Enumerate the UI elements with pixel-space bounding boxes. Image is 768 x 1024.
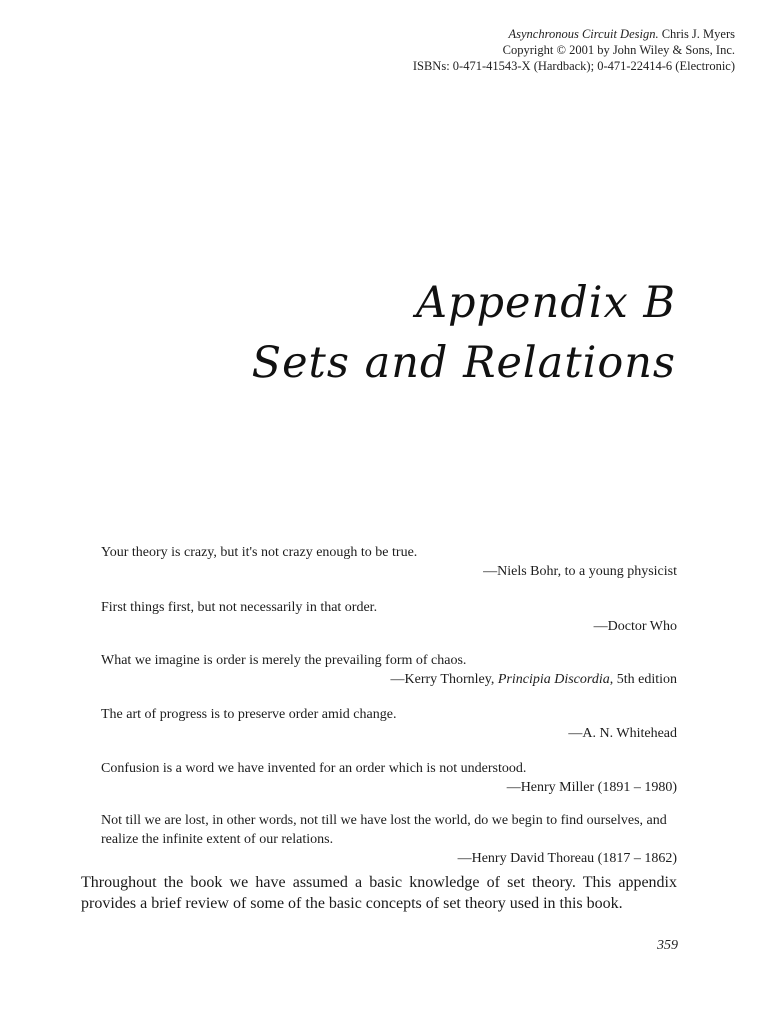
page-number: 359 [657, 938, 678, 953]
epigraph-quote: The art of progress is to preserve order amid change. [101, 707, 397, 722]
epigraph-quote: What we imagine is order is merely the prevailing form of chaos. [101, 653, 467, 668]
epigraph-attribution: —A. N. Whitehead [568, 726, 677, 741]
epigraph-quote: Confusion is a word we have invented for an order which is not understood. [101, 761, 527, 776]
attribution-edition: , 5th edition [609, 672, 677, 687]
epigraph-quote: Your theory is crazy, but it's not crazy enough to be true. [101, 545, 418, 560]
epigraph [101, 811, 677, 868]
epigraph-attribution: —Henry David Thoreau (1817 – 1862) [457, 851, 677, 866]
epigraph-attribution: —Henry Miller (1891 – 1980) [506, 780, 677, 795]
epigraph [101, 543, 677, 581]
epigraph [101, 651, 677, 689]
attribution-work: Principia Discordia [497, 672, 610, 687]
epigraph [101, 598, 677, 636]
isbn-line: ISBNs: 0-471-41543-X (Hardback); 0-471-22414-6 (Electronic) [412, 59, 735, 73]
book-author: Chris J. Myers [661, 27, 735, 41]
epigraph-attribution: —Niels Bohr, to a young physicist [483, 564, 677, 579]
page-header [255, 26, 735, 74]
attribution-author: —Kerry Thornley, [390, 672, 498, 687]
epigraph [101, 759, 677, 797]
epigraph-quote: Not till we are lost, in other words, not till we have lost the world, do we begin to find ourselves, and realize the infinite extent of our relations. [101, 813, 667, 847]
epigraph-quote: First things first, but not necessarily in that order. [101, 600, 378, 615]
appendix-label: Appendix B [415, 278, 676, 328]
epigraph [101, 705, 677, 743]
epigraph-attribution [101, 670, 677, 689]
intro-paragraph: Throughout the book we have assumed a basic knowledge of set theory. This appendix provides a brief review of some of the basic concepts of set theory used in this book. [81, 874, 677, 912]
chapter-title: Sets and Relations [251, 338, 676, 388]
copyright-line: Copyright © 2001 by John Wiley & Sons, Inc. [502, 43, 735, 57]
epigraph-attribution: —Doctor Who [593, 619, 677, 634]
book-title: Asynchronous Circuit Design. [508, 27, 659, 41]
header-line-1 [255, 26, 735, 42]
